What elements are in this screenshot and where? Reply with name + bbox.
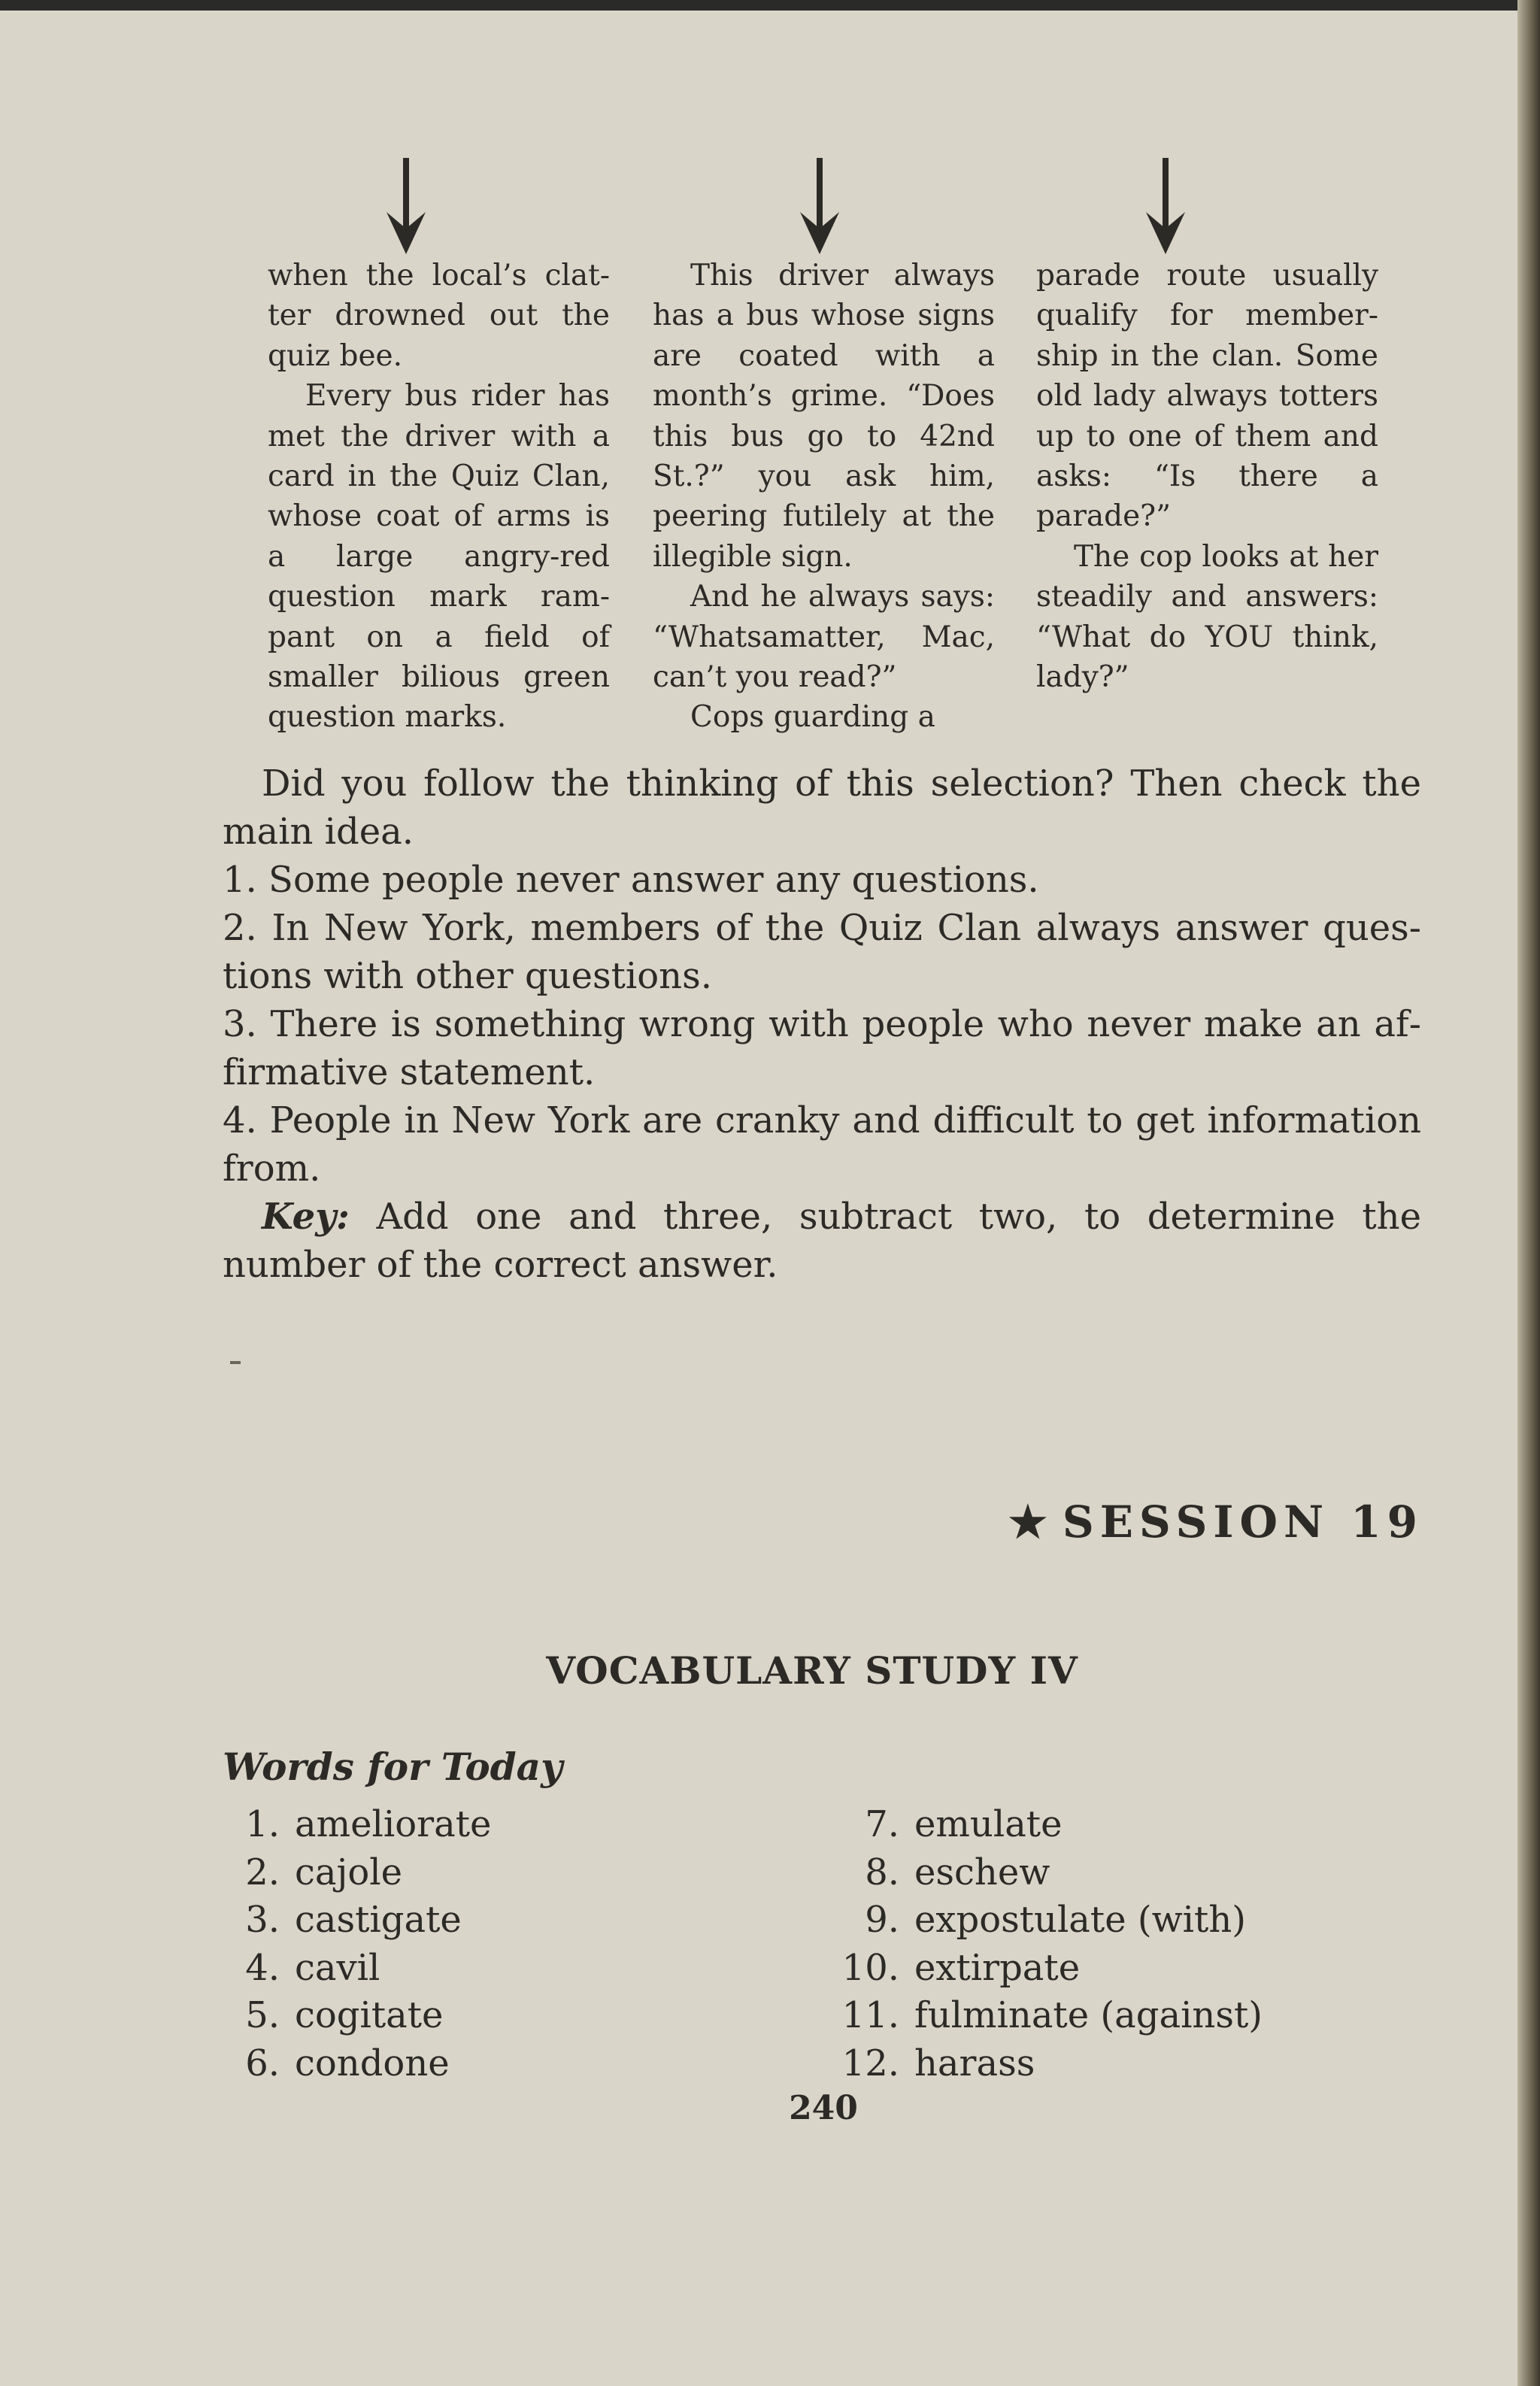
item-word: cogitate: [295, 1994, 444, 2036]
session-label: SESSION 19: [1062, 1496, 1423, 1548]
key-label: Key:: [262, 1196, 350, 1238]
down-arrow-icon: [797, 158, 842, 256]
item-number: 3.: [245, 1899, 280, 1941]
list-item: [230, 1801, 491, 1849]
item-word: extirpate: [914, 1946, 1081, 1989]
item-number: 8.: [865, 1851, 899, 1893]
item-number: 11.: [841, 1994, 899, 2036]
text-column-middle: [653, 256, 995, 738]
item-number: 12.: [841, 2042, 899, 2084]
text-column-left: [268, 256, 610, 738]
book-page-edge: [1517, 0, 1540, 2386]
down-arrow-icon: [383, 158, 429, 256]
item-word: emulate: [914, 1803, 1063, 1845]
item-number: 4.: [245, 1946, 280, 1989]
item-word: fulminate (against): [914, 1994, 1263, 2036]
key-text: Add one and three, subtract two, to determine the number of the correct answer.: [223, 1196, 1421, 1286]
word-list-right: [829, 1801, 1263, 2087]
word-list-left: [230, 1801, 491, 2087]
session-heading: [1008, 1496, 1423, 1548]
question-prompt: Did you follow the thinking of this selection? Then check the main idea.: [223, 762, 1421, 853]
list-item: [829, 1849, 1263, 1897]
list-item: [829, 1801, 1263, 1849]
item-number: 5.: [245, 1994, 280, 2036]
item-word: ameliorate: [295, 1803, 492, 1845]
stray-mark: [230, 1361, 241, 1364]
list-item: [230, 1896, 491, 1945]
item-word: expostulate (with): [914, 1899, 1246, 1941]
list-item: [230, 1992, 491, 2040]
answer-option-2: 2. In New York, members of the Quiz Clan always answer questions with other questions.: [223, 907, 1421, 997]
item-word: eschew: [914, 1851, 1050, 1893]
list-item: [829, 1945, 1263, 1993]
item-number: 10.: [841, 1946, 899, 1989]
item-number: 6.: [245, 2042, 280, 2084]
item-number: 1.: [245, 1803, 280, 1845]
item-word: condone: [295, 2042, 450, 2084]
text-column-right: [1036, 256, 1378, 697]
scan-top-border: [0, 0, 1540, 11]
comprehension-question: [223, 759, 1421, 1289]
item-word: castigate: [295, 1899, 462, 1941]
down-arrow-icon: [1143, 158, 1188, 256]
words-heading: Words for Today: [223, 1745, 563, 1789]
item-word: cavil: [295, 1946, 380, 1989]
answer-key: [223, 1193, 1421, 1289]
paragraph: parade route usually qualify for membership in the clan. Some old lady always totters up to one of them and asks: “Is there a parade?”: [1036, 259, 1378, 534]
paragraph: Every bus rider has met the driver with a card in the Quiz Clan, whose coat of arms is a large angry-red question mark rampant on a field of smaller bilious green question marks.: [268, 379, 610, 735]
list-item: [829, 2040, 1263, 2088]
item-number: 7.: [865, 1803, 899, 1845]
section-title: VOCABULARY STUDY IV: [546, 1648, 1078, 1693]
list-item: [230, 1849, 491, 1897]
paragraph: when the local’s clatter drowned out the quiz bee.: [268, 259, 610, 373]
paragraph: Cops guarding a: [690, 700, 935, 735]
paragraph: The cop looks at her steadily and answers: “What do YOU think, lady?”: [1036, 539, 1378, 695]
list-item: [230, 1945, 491, 1993]
item-number: 2.: [245, 1851, 280, 1893]
item-word: harass: [914, 2042, 1035, 2084]
page-number: 240: [789, 2089, 858, 2127]
list-item: [829, 1992, 1263, 2040]
answer-option-1: 1. Some people never answer any questions.: [223, 859, 1039, 901]
star-icon: ★: [1008, 1496, 1047, 1548]
paragraph: This driver always has a bus whose signs are coated with a month’s grime. “Does this bus go to 42nd St.?” you ask him, peering futilely at the illegible sign.: [653, 259, 995, 574]
paragraph: And he always says: “Whatsamatter, Mac, can’t you read?”: [653, 580, 995, 695]
item-number: 9.: [865, 1899, 899, 1941]
list-item: [829, 1896, 1263, 1945]
list-item: [230, 2040, 491, 2088]
item-word: cajole: [295, 1851, 403, 1893]
answer-option-4: 4. People in New York are cranky and difficult to get information from.: [223, 1099, 1421, 1190]
answer-option-3: 3. There is something wrong with people who never make an affirmative statement.: [223, 1003, 1421, 1093]
